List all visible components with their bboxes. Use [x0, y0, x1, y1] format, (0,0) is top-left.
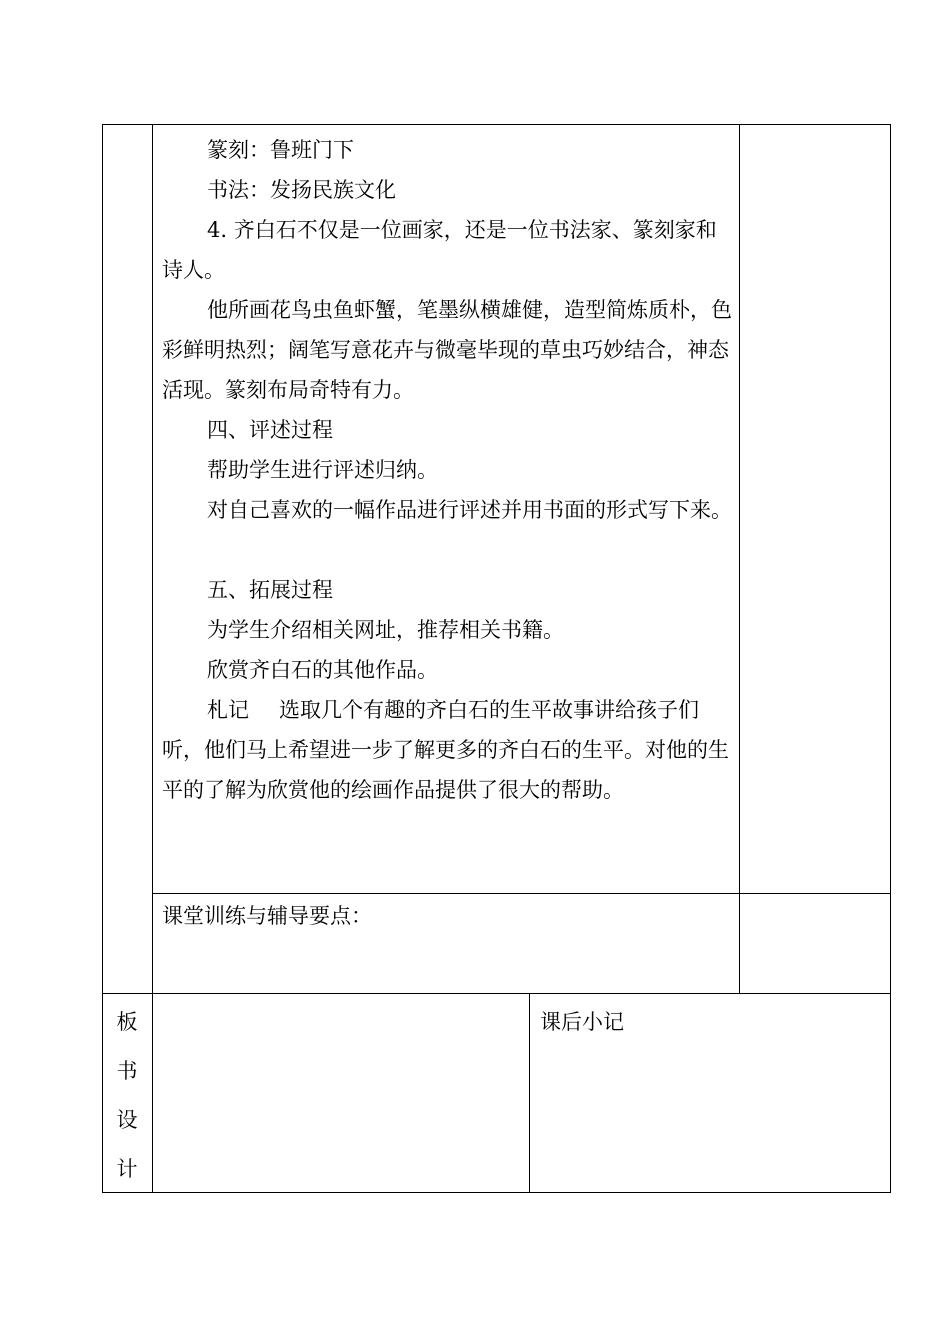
summary-help-line: 帮助学生进行评述归纳。	[207, 458, 438, 482]
right-column-divider	[739, 124, 740, 994]
calligraphy-line: 书法：发扬民族文化	[207, 178, 396, 202]
left-column-divider	[152, 124, 153, 1193]
training-points-label: 课堂训练与辅导要点：	[162, 904, 372, 928]
section-4-heading: 四、评述过程	[207, 418, 333, 442]
written-review-paragraph: 对自己喜欢的一幅作品进行评述并用书面的形式写下来。	[207, 498, 732, 522]
table-top-border	[102, 124, 891, 125]
seal-carving-line: 篆刻：鲁班门下	[207, 138, 354, 162]
board-design-char-4: 计	[116, 1157, 138, 1181]
training-row-divider	[152, 893, 891, 894]
table-bottom-border	[102, 1192, 891, 1193]
notes-label: 札记	[207, 698, 249, 722]
table-right-border	[890, 124, 891, 1193]
section-5-heading: 五、拓展过程	[207, 578, 333, 602]
board-after-class-divider	[529, 993, 530, 1193]
board-design-char-3: 设	[116, 1108, 138, 1132]
board-row-top-border	[102, 993, 891, 994]
board-design-char-2: 书	[116, 1059, 138, 1083]
board-design-char-1: 板	[116, 1010, 138, 1034]
point-4-paragraph: 4. 齐白石不仅是一位画家，还是一位书法家、篆刻家和诗人。	[162, 218, 717, 282]
notes-text: 选取几个有趣的齐白石的生平故事讲给孩子们听，他们马上希望进一步了解更多的齐白石的生平。对他的生平的了解为欣赏他的绘画作品提供了很大的帮助。	[162, 698, 729, 802]
resources-line: 为学生介绍相关网址，推荐相关书籍。	[207, 618, 564, 642]
painting-style-paragraph: 他所画花鸟虫鱼虾蟹，笔墨纵横雄健，造型简炼质朴，色彩鲜明热烈；阔笔写意花卉与微毫毕现的草虫巧妙结合，神态活现。篆刻布局奇特有力。	[162, 298, 732, 402]
notes-paragraph	[162, 690, 732, 810]
after-class-notes-label: 课后小记	[540, 1010, 624, 1034]
appreciate-works-line: 欣赏齐白石的其他作品。	[207, 658, 438, 682]
